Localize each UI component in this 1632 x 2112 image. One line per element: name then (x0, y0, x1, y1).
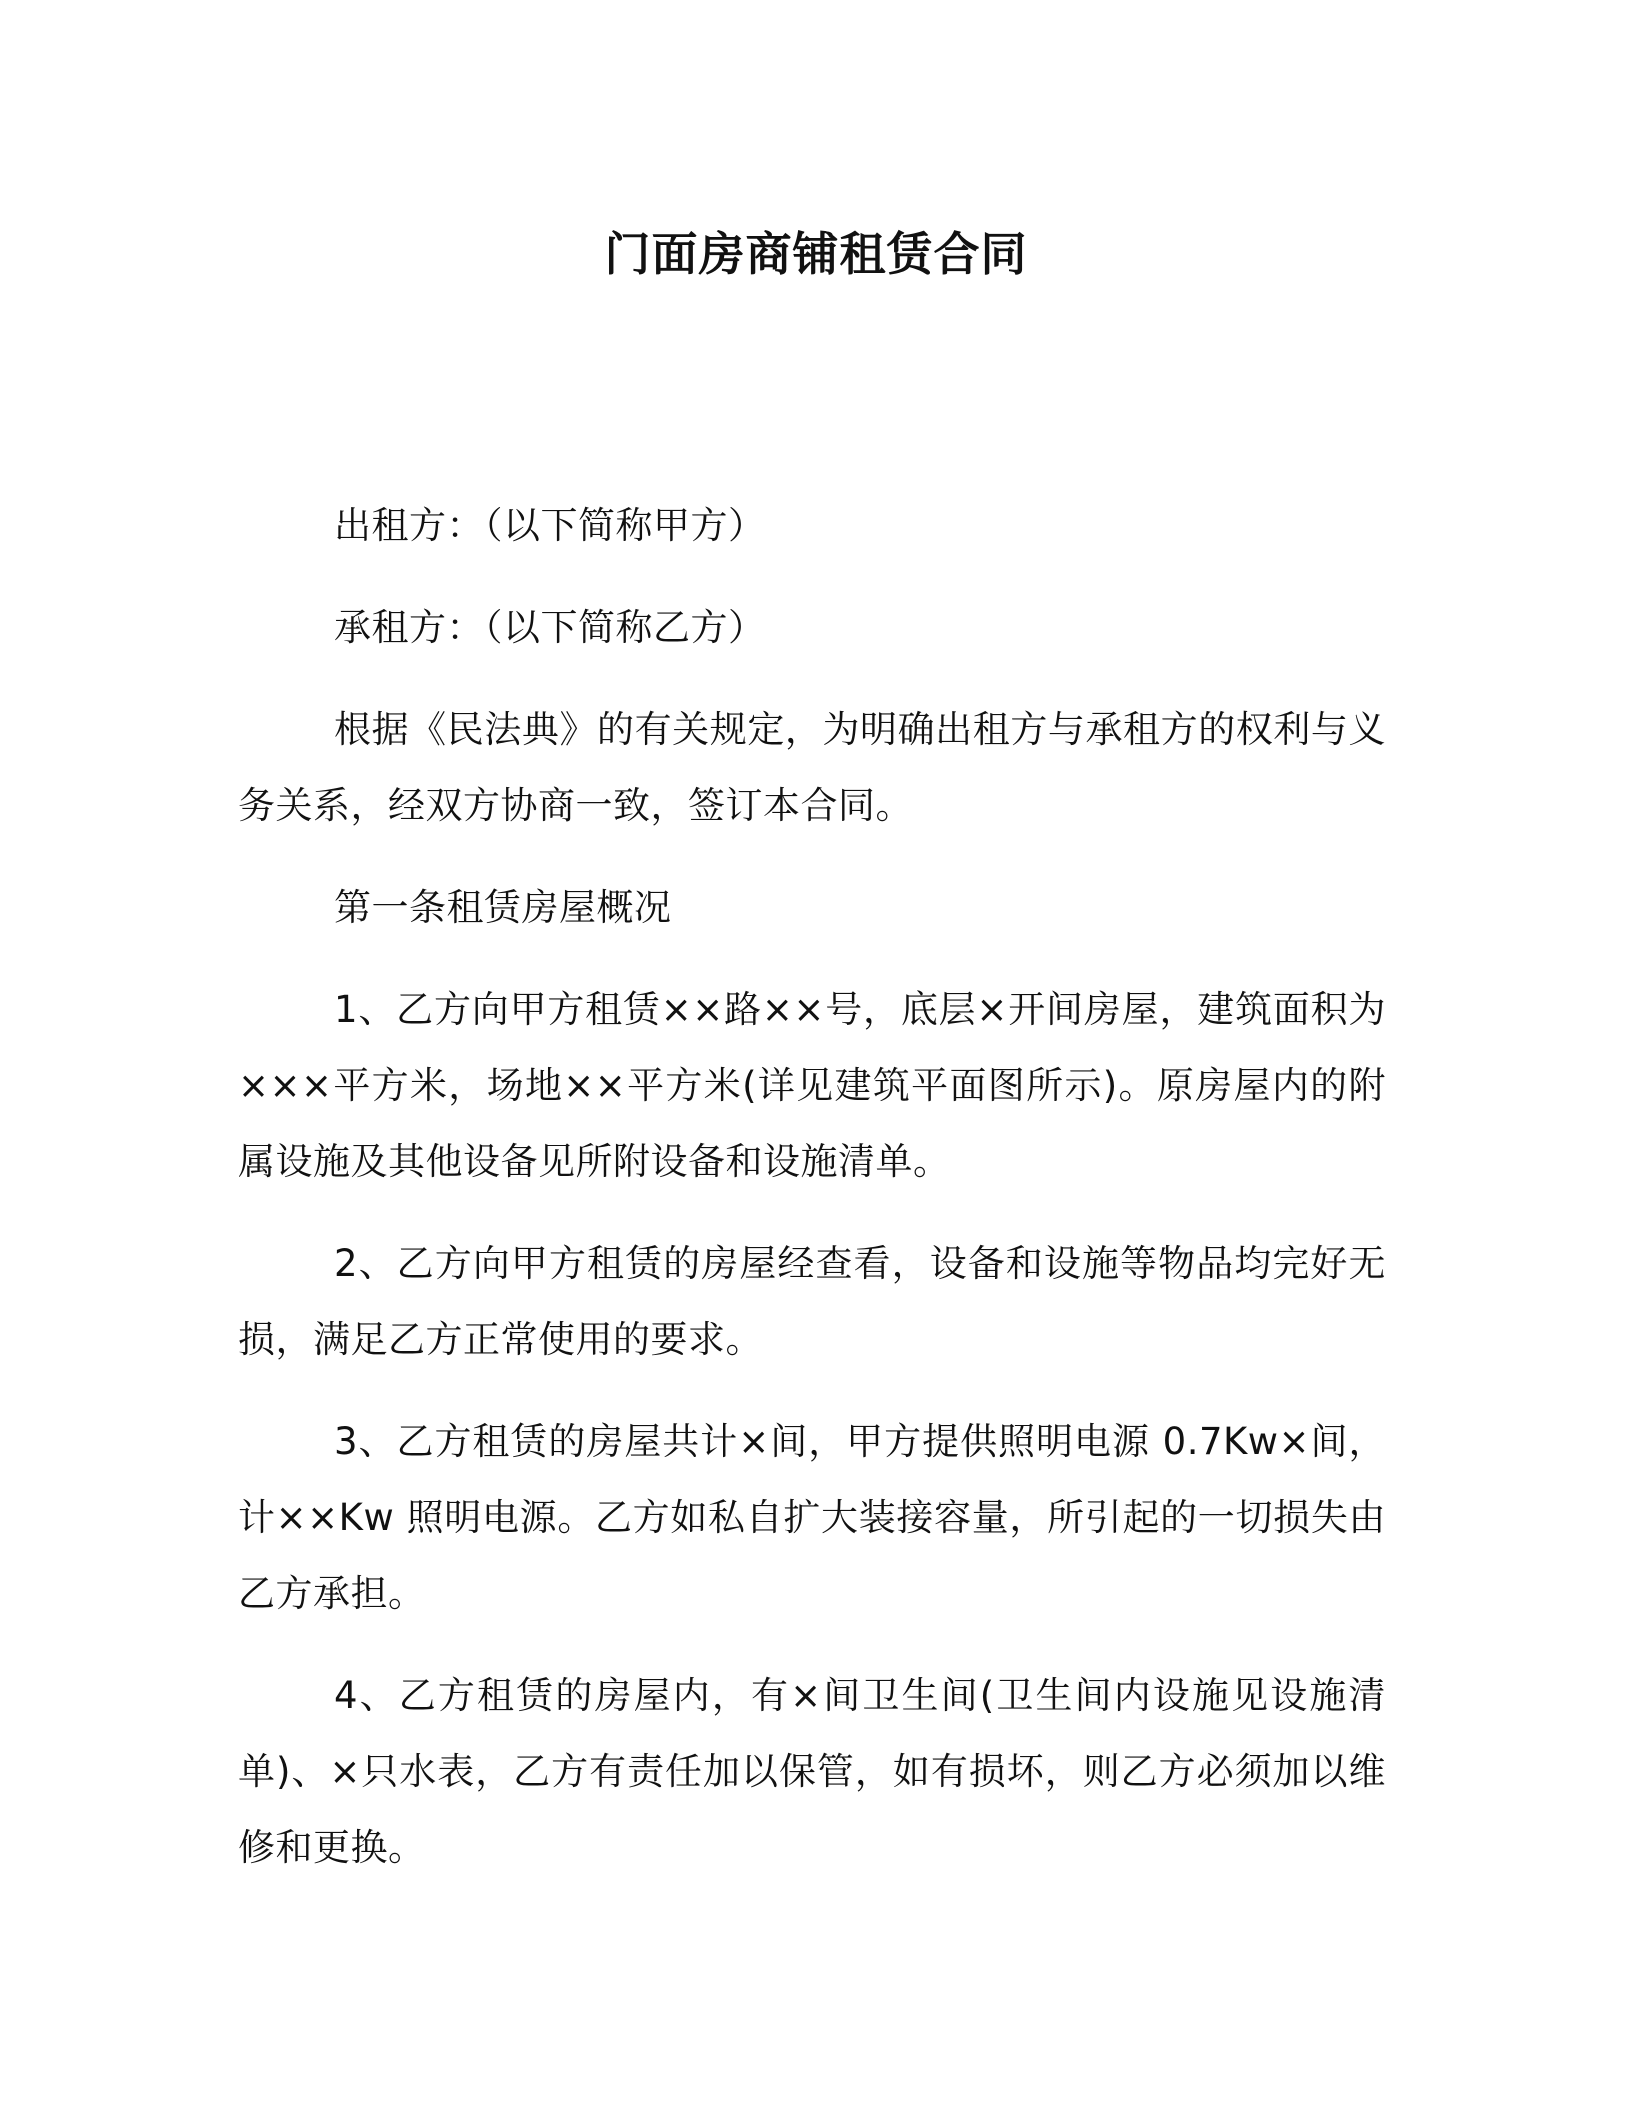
preamble-paragraph: 根据《民法典》的有关规定，为明确出租方与承租方的权利与义务关系，经双方协商一致，签订本合同。 (238, 708, 1386, 827)
clause-1: 1、乙方向甲方租赁××路××号，底层×开间房屋，建筑面积为×××平方米，场地××平方米(详见建筑平面图所示)。原房屋内的附属设施及其他设备见所附设备和设施清单。 (238, 988, 1386, 1183)
document-body (238, 488, 1386, 1912)
clause-4: 4、乙方租赁的房屋内，有×间卫生间(卫生间内设施见设施清单)、×只水表，乙方有责任加以保管，如有损坏，则乙方必须加以维修和更换。 (238, 1674, 1386, 1869)
clause-2: 2、乙方向甲方租赁的房屋经查看，设备和设施等物品均完好无损，满足乙方正常使用的要求。 (238, 1242, 1386, 1361)
lessee-line: 承租方：（以下简称乙方） (334, 606, 766, 649)
document-title: 门面房商铺租赁合同 (604, 227, 1028, 281)
article-heading: 第一条租赁房屋概况 (334, 886, 672, 929)
clause-3: 3、乙方租赁的房屋共计×间，甲方提供照明电源 0.7Kw×间，计××Kw 照明电源。乙方如私自扩大装接容量，所引起的一切损失由乙方承担。 (238, 1420, 1386, 1615)
lessor-line: 出租方：（以下简称甲方） (334, 504, 766, 547)
